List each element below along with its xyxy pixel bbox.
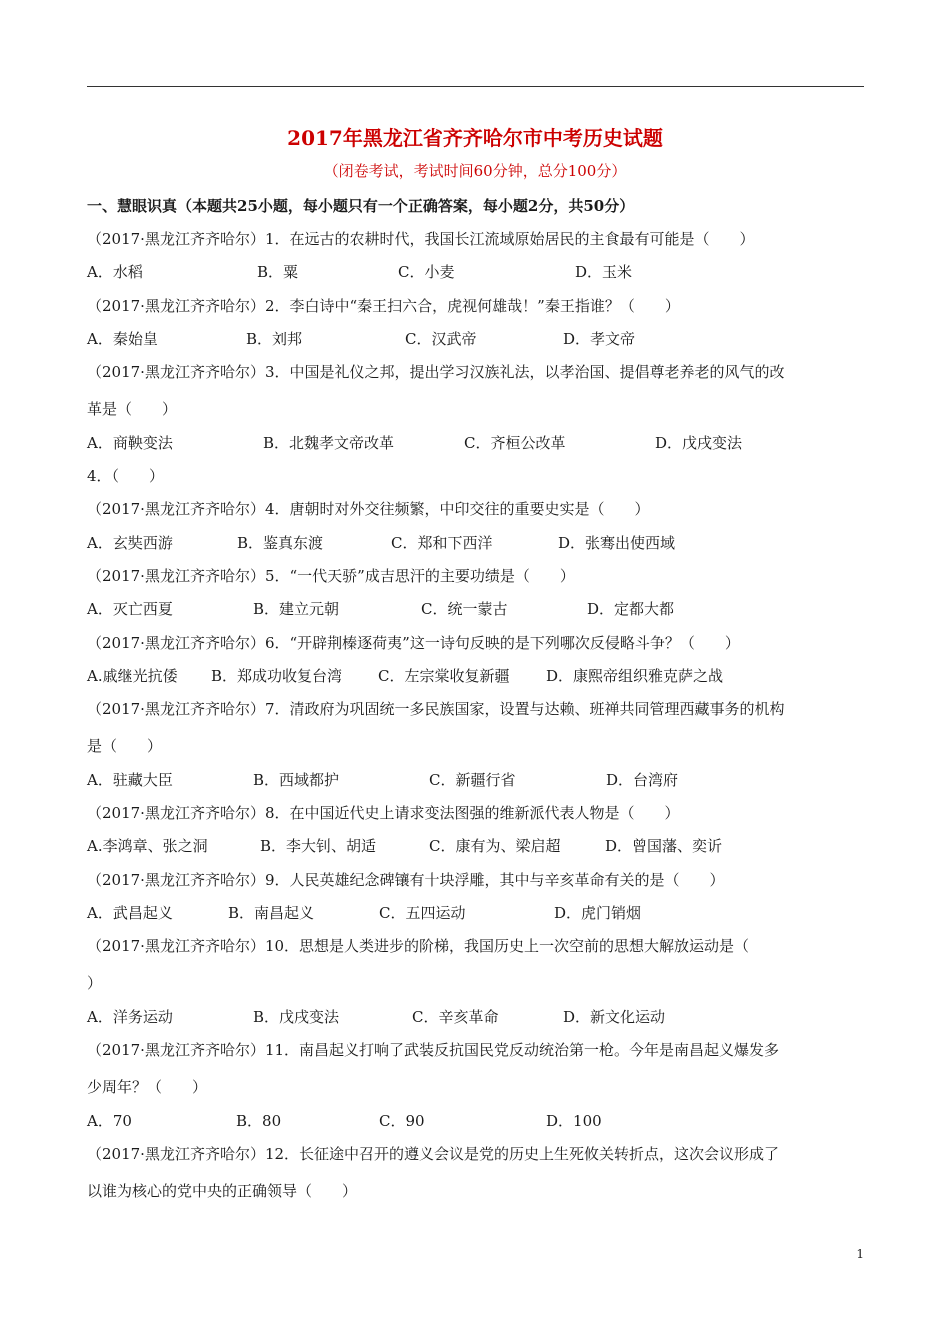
option-b: B．西域都护 xyxy=(253,771,340,789)
option-b: B．李大钊、胡适 xyxy=(260,837,377,855)
option-b: B．鉴真东渡 xyxy=(237,534,324,552)
question-5-options xyxy=(87,599,787,619)
question-12-stem-cont: 以谁为核心的党中央的正确领导（ ） xyxy=(87,1182,358,1200)
option-d: D．康熙帝组织雅克萨之战 xyxy=(546,667,724,685)
question-9-options xyxy=(87,903,787,923)
option-a: A．驻藏大臣 xyxy=(87,771,173,789)
section-heading: 一、慧眼识真（本题共25小题，每小题只有一个正确答案，每小题2分，共50分） xyxy=(87,197,635,215)
option-d: D．曾国藩、奕䜣 xyxy=(605,837,723,855)
option-a: A.李鸿章、张之洞 xyxy=(87,837,208,855)
option-b: B．郑成功收复台湾 xyxy=(211,667,343,685)
question-4-stem: （2017·黑龙江齐齐哈尔）4．唐朝时对外交往频繁，中印交往的重要史实是（ ） xyxy=(87,500,650,518)
option-d: D．张骞出使西域 xyxy=(558,534,676,552)
question-1-stem: （2017·黑龙江齐齐哈尔）1．在远古的农耕时代，我国长江流域原始居民的主食最有可能是（ ） xyxy=(87,230,755,248)
option-a: A．灭亡西夏 xyxy=(87,600,173,618)
option-a: A.戚继光抗倭 xyxy=(87,667,178,685)
option-c: C．五四运动 xyxy=(379,904,466,922)
header-rule xyxy=(87,86,864,87)
option-c: C．新疆行省 xyxy=(429,771,516,789)
page-number: 1 xyxy=(856,1247,864,1261)
option-b: B．80 xyxy=(236,1112,282,1130)
question-1-options xyxy=(87,262,787,282)
option-b: B．刘邦 xyxy=(246,330,303,348)
option-b: B．粟 xyxy=(257,263,299,281)
option-c: C．康有为、梁启超 xyxy=(429,837,561,855)
option-b: B．建立元朝 xyxy=(253,600,340,618)
question-11-options xyxy=(87,1111,787,1131)
option-a: A．商鞅变法 xyxy=(87,434,173,452)
option-c: C．小麦 xyxy=(398,263,455,281)
option-c: C．郑和下西洋 xyxy=(391,534,493,552)
question-3-options xyxy=(87,433,847,453)
option-a: A．洋务运动 xyxy=(87,1008,173,1026)
option-b: B．南昌起义 xyxy=(228,904,315,922)
option-c: C．齐桓公改革 xyxy=(464,434,566,452)
option-c: C．统一蒙古 xyxy=(421,600,508,618)
question-4-options xyxy=(87,533,787,553)
option-a: A．武昌起义 xyxy=(87,904,173,922)
option-c: C．汉武帝 xyxy=(405,330,477,348)
question-12-stem: （2017·黑龙江齐齐哈尔）12．长征途中召开的遵义会议是党的历史上生死攸关转折点，这次会议形成了 xyxy=(87,1145,780,1163)
option-d: D．孝文帝 xyxy=(563,330,636,348)
question-10-options xyxy=(87,1007,787,1027)
question-6-options xyxy=(87,666,847,686)
stray-line: 4．（ ） xyxy=(87,467,165,485)
question-8-options xyxy=(87,836,787,856)
option-a: A．水稻 xyxy=(87,263,143,281)
question-3-stem: （2017·黑龙江齐齐哈尔）3．中国是礼仪之邦，提出学习汉族礼法，以孝治国、提倡尊老养老的风气的改 xyxy=(87,363,785,381)
question-7-stem: （2017·黑龙江齐齐哈尔）7．清政府为巩固统一多民族国家，设置与达赖、班禅共同管理西藏事务的机构 xyxy=(87,700,785,718)
question-3-stem-cont: 革是（ ） xyxy=(87,400,178,418)
question-7-options xyxy=(87,770,787,790)
exam-subtitle: （闭卷考试，考试时间60分钟，总分100分） xyxy=(323,162,627,180)
option-d: D．虎门销烟 xyxy=(554,904,642,922)
option-a: A．70 xyxy=(87,1112,132,1130)
question-11-stem: （2017·黑龙江齐齐哈尔）11．南昌起义打响了武装反抗国民党反动统治第一枪。今年是南昌起义爆发多 xyxy=(87,1041,780,1059)
option-c: C．90 xyxy=(379,1112,425,1130)
option-d: D．玉米 xyxy=(575,263,633,281)
option-d: D．台湾府 xyxy=(606,771,679,789)
option-d: D．100 xyxy=(546,1112,602,1130)
option-d: D．戊戌变法 xyxy=(655,434,743,452)
question-7-stem-cont: 是（ ） xyxy=(87,737,163,755)
option-d: D．定都大都 xyxy=(587,600,675,618)
question-10-stem-cont: ） xyxy=(87,974,103,992)
option-c: C．左宗棠收复新疆 xyxy=(378,667,510,685)
option-c: C．辛亥革命 xyxy=(412,1008,499,1026)
question-5-stem: （2017·黑龙江齐齐哈尔）5．“一代天骄”成吉思汗的主要功绩是（ ） xyxy=(87,567,575,585)
question-6-stem: （2017·黑龙江齐齐哈尔）6．“开辟荆榛逐荷夷”这一诗句反映的是下列哪次反侵略斗争？（ ） xyxy=(87,634,740,652)
question-9-stem: （2017·黑龙江齐齐哈尔）9．人民英雄纪念碑镶有十块浮雕，其中与辛亥革命有关的是（ ） xyxy=(87,871,725,889)
question-10-stem: （2017·黑龙江齐齐哈尔）10．思想是人类进步的阶梯，我国历史上一次空前的思想大解放运动是（ xyxy=(87,937,750,955)
option-a: A．玄奘西游 xyxy=(87,534,173,552)
option-b: B．北魏孝文帝改革 xyxy=(263,434,395,452)
option-a: A．秦始皇 xyxy=(87,330,158,348)
option-d: D．新文化运动 xyxy=(563,1008,666,1026)
question-8-stem: （2017·黑龙江齐齐哈尔）8．在中国近代史上请求变法图强的维新派代表人物是（ ） xyxy=(87,804,680,822)
exam-title: 2017年黑龙江省齐齐哈尔市中考历史试题 xyxy=(287,126,663,150)
option-b: B．戊戌变法 xyxy=(253,1008,340,1026)
question-2-stem: （2017·黑龙江齐齐哈尔）2．李白诗中“秦王扫六合，虎视何雄哉！”秦王指谁？（ ） xyxy=(87,297,680,315)
question-2-options xyxy=(87,329,787,349)
question-11-stem-cont: 少周年？（ ） xyxy=(87,1078,208,1096)
